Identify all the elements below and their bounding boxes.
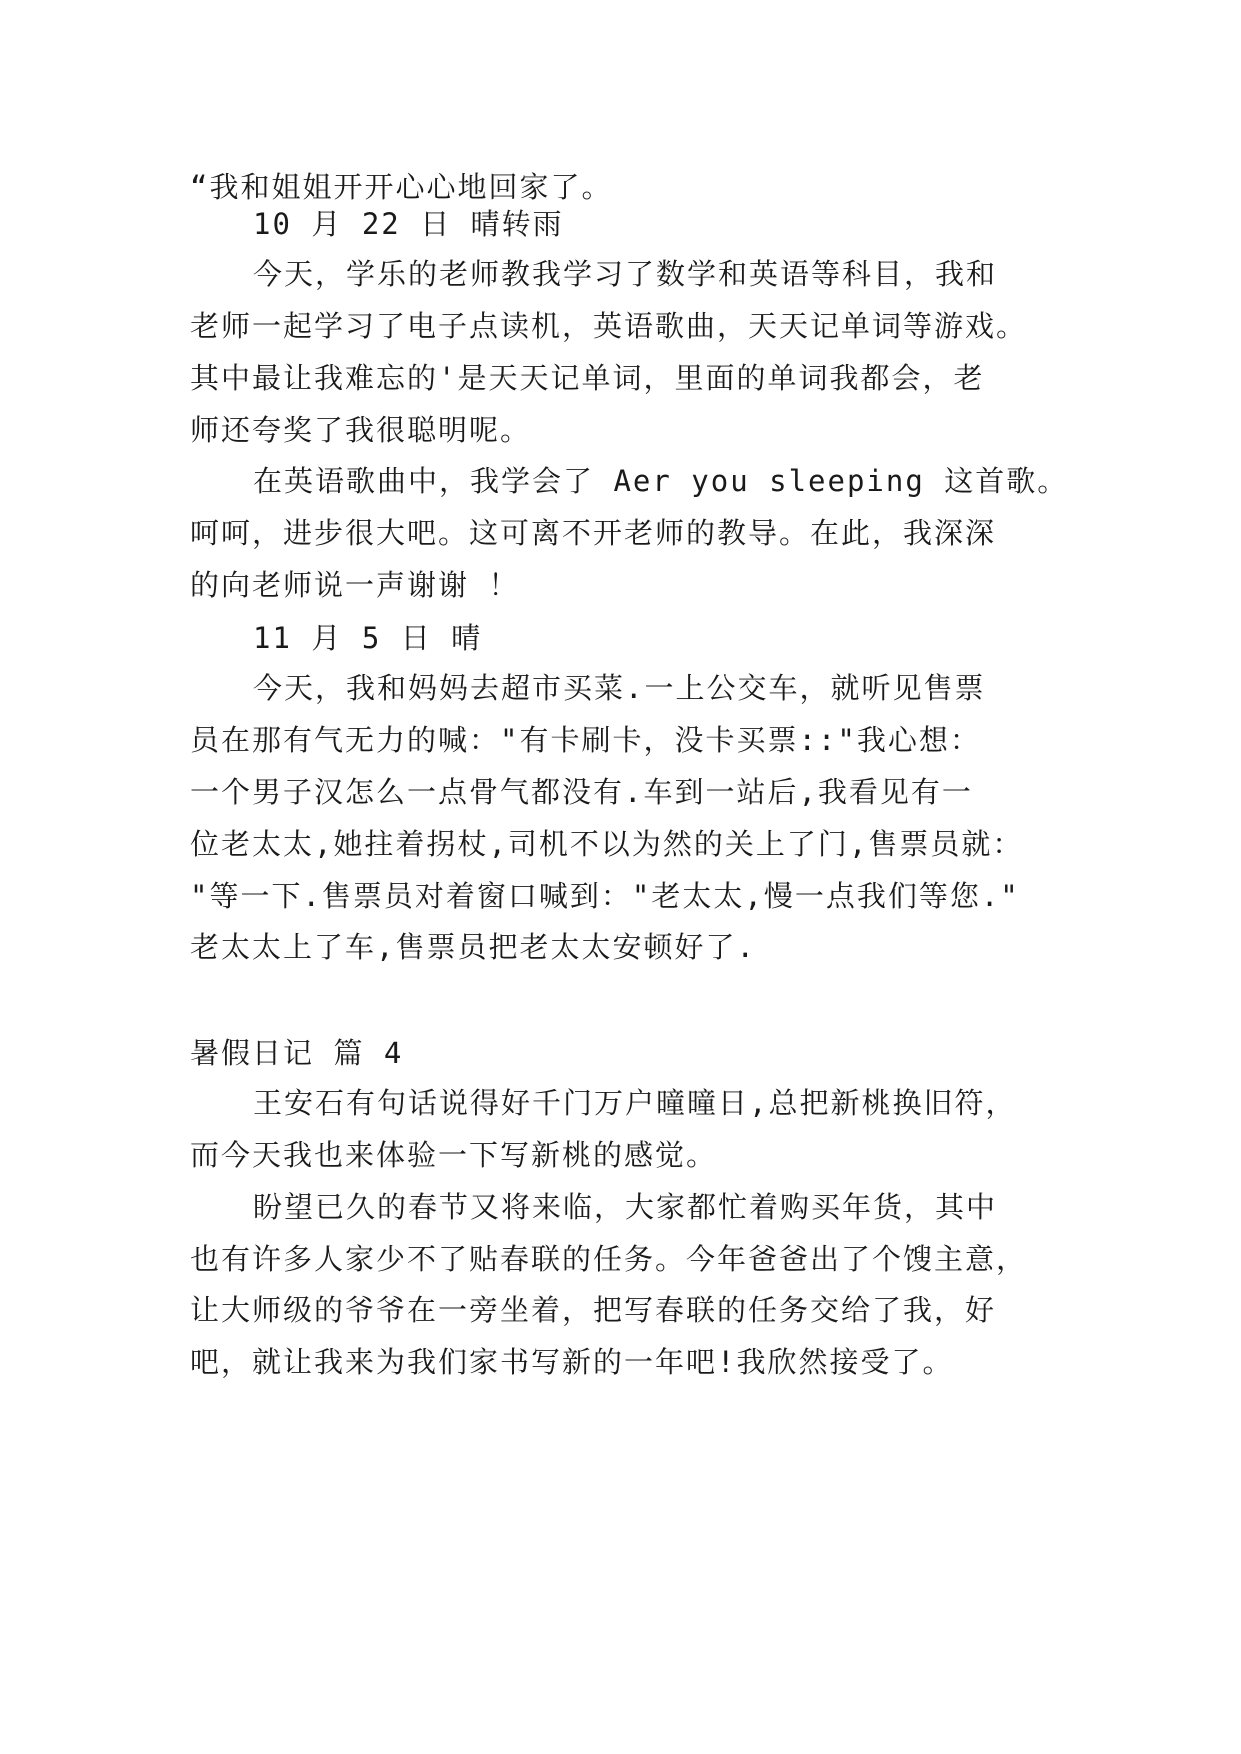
text-line: 老太太上了车,售票员把老太太安顿好了.	[190, 930, 756, 964]
text-line: 也有许多人家少不了贴春联的任务。今年爸爸出了个馊主意，	[190, 1242, 1028, 1276]
text-line: 今天，我和妈妈去超市买菜.一上公交车，就听见售票	[253, 671, 986, 705]
text-line: 员在那有气无力的喊："有卡刷卡，没卡买票::"我心想：	[190, 723, 981, 757]
diary-date-nov5: 11 月 5 日 晴	[253, 621, 483, 655]
text-line: 的向老师说一声谢谢 ！	[190, 568, 520, 602]
text-line: 呵呵，进步很大吧。这可离不开老师的教导。在此，我深深	[190, 516, 997, 550]
text-line: 师还夸奖了我很聪明呢。	[190, 413, 532, 447]
text-line: 在英语歌曲中，我学会了 Aer you sleeping 这首歌。	[253, 464, 1069, 498]
text-line: “我和姐姐开开心心地回家了。	[190, 170, 613, 204]
text-line: 吧，就让我来为我们家书写新的一年吧!我欣然接受了。	[190, 1345, 954, 1379]
text-line: 今天，学乐的老师教我学习了数学和英语等科目，我和	[253, 257, 998, 291]
text-line: 盼望已久的春节又将来临，大家都忙着购买年货，其中	[253, 1190, 998, 1224]
section-heading: 暑假日记 篇 4	[190, 1036, 404, 1070]
text-line: 王安石有句话说得好千门万户曈曈日,总把新桃换旧符，	[253, 1086, 1017, 1120]
text-line: 而今天我也来体验一下写新桃的感觉。	[190, 1138, 718, 1172]
text-line: 让大师级的爷爷在一旁坐着，把写春联的任务交给了我，好	[190, 1293, 997, 1327]
text-line: 一个男子汉怎么一点骨气都没有.车到一站后,我看见有一	[190, 775, 973, 809]
text-line: 老师一起学习了电子点读机，英语歌曲，天天记单词等游戏。	[190, 309, 1028, 343]
diary-date-oct22: 10 月 22 日 晴转雨	[253, 207, 564, 241]
text-line: 位老太太,她拄着拐杖,司机不以为然的关上了门,售票员就：	[190, 827, 1024, 861]
text-line: "等一下.售票员对着窗口喊到："老太太,慢一点我们等您."	[190, 879, 1020, 913]
text-line: 其中最让我难忘的'是天天记单词，里面的单词我都会，老	[190, 361, 985, 395]
